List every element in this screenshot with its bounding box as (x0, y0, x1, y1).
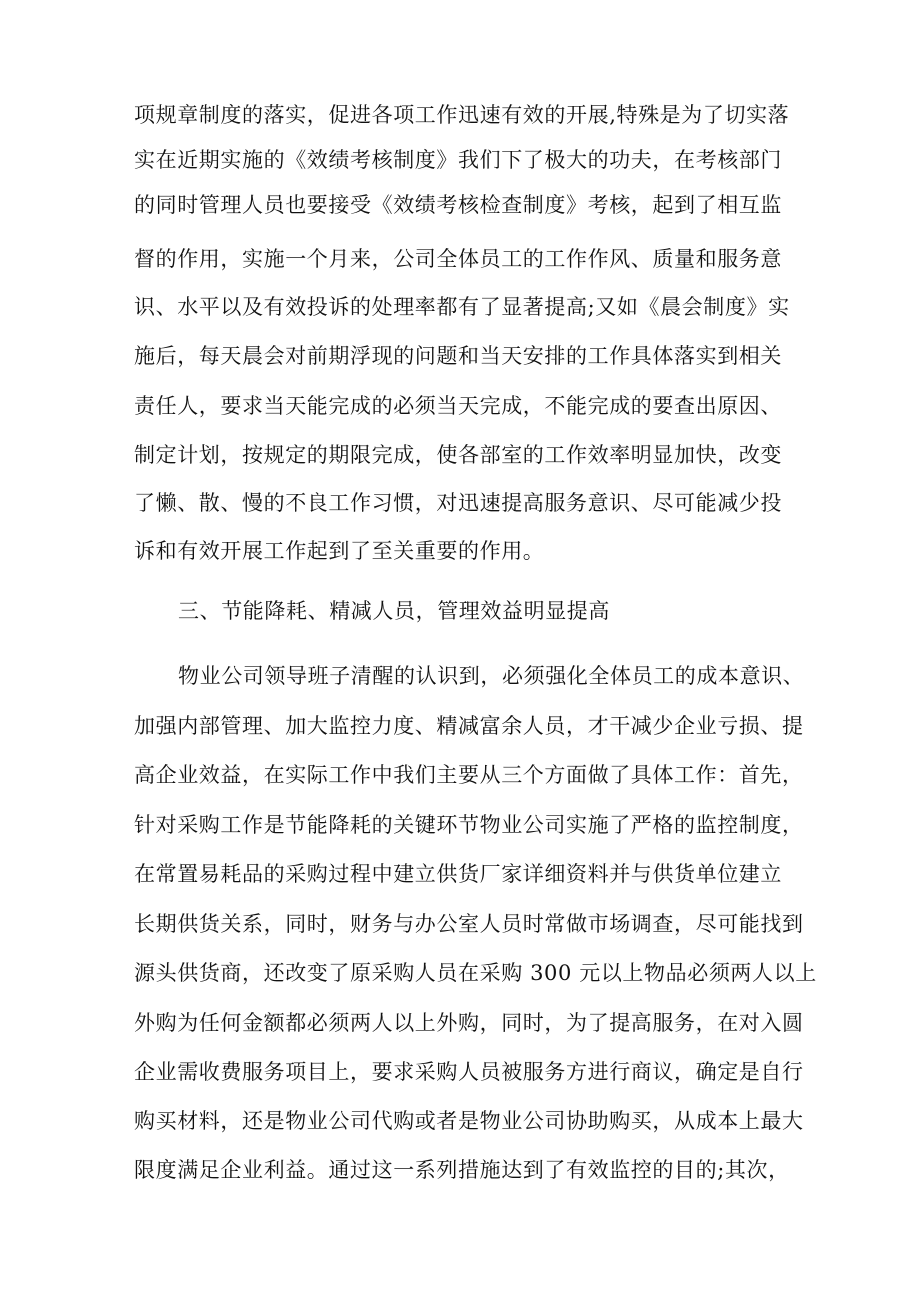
paragraph-1-line: 的同时管理人员也要接受《效绩考核检查制度》考核，起到了相互监 (134, 193, 782, 217)
paragraph-1-line: 施后，每天晨会对前期浮现的问题和当天安排的工作具体落实到相关 (134, 344, 782, 368)
paragraph-1-line: 了懒、散、慢的不良工作习惯，对迅速提高服务意识、尽可能减少投 (134, 491, 782, 515)
paragraph-2-line: 限度满足企业利益。通过这一系列措施达到了有效监控的目的;其次， (134, 1158, 790, 1182)
section-heading: 三、节能降耗、精减人员，管理效益明显提高 (178, 599, 610, 623)
paragraph-2-line: 针对采购工作是节能降耗的关键环节物业公司实施了严格的监控制度， (134, 813, 804, 837)
paragraph-2-line: 企业需收费服务项目上，要求采购人员被服务方进行商议，确定是自行 (134, 1060, 804, 1084)
paragraph-2-line: 高企业效益，在实际工作中我们主要从三个方面做了具体工作：首先， (134, 763, 804, 787)
paragraph-2-line: 源头供货商，还改变了原采购人员在采购 300 元以上物品必须两人以上 (134, 961, 817, 985)
paragraph-2-line: 在常置易耗品的采购过程中建立供货厂家详细资料并与供货单位建立 (134, 862, 782, 886)
paragraph-1-line: 督的作用，实施一个月来，公司全体员工的工作作风、质量和服务意 (134, 247, 782, 271)
paragraph-1-line: 制定计划，按规定的期限完成，使各部室的工作效率明显加快，改变 (134, 443, 782, 467)
paragraph-1-line: 责任人，要求当天能完成的必须当天完成，不能完成的要查出原因、 (134, 394, 782, 418)
paragraph-2-line: 长期供货关系，同时，财务与办公室人员时常做市场调查，尽可能找到 (134, 912, 804, 936)
paragraph-2-line: 物业公司领导班子清醒的认识到，必须强化全体员工的成本意识、 (178, 664, 805, 688)
paragraph-2-line: 外购为任何金额都必须两人以上外购，同时，为了提高服务，在对入圆 (134, 1011, 804, 1035)
paragraph-1-line: 诉和有效开展工作起到了至关重要的作用。 (134, 539, 545, 563)
paragraph-2-line: 加强内部管理、加大监控力度、精减富余人员，才干减少企业亏损、提 (134, 714, 804, 738)
paragraph-2-line: 购买材料，还是物业公司代购或者是物业公司协助购买，从成本上最大 (134, 1109, 804, 1133)
paragraph-1-line: 实在近期实施的《效绩考核制度》我们下了极大的功夫，在考核部门 (134, 148, 782, 172)
paragraph-1-line: 识、水平以及有效投诉的处理率都有了显著提高;又如《晨会制度》实 (134, 295, 790, 319)
paragraph-1-line: 项规章制度的落实，促进各项工作迅速有效的开展,特殊是为了切实落 (134, 103, 790, 127)
